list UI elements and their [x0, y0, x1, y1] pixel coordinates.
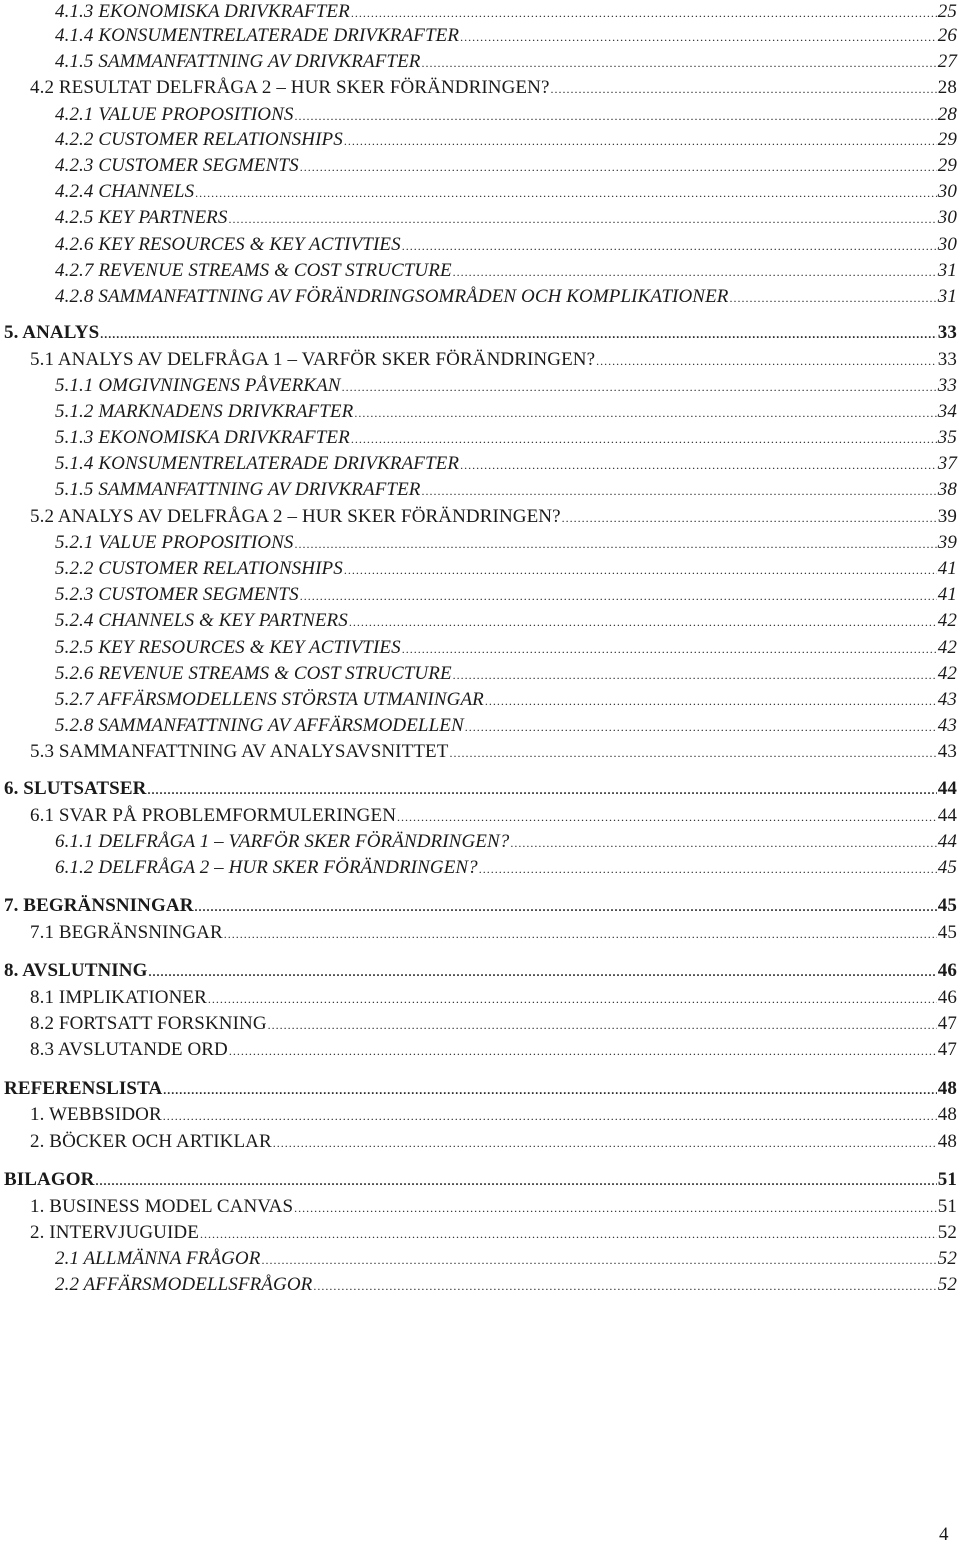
toc-entry-page: 31	[937, 260, 957, 281]
toc-entry[interactable]	[30, 1103, 957, 1127]
toc-entry-label: 5.1.2 MARKNADENS DRIVKRAFTER	[55, 401, 354, 422]
toc-entry[interactable]	[55, 531, 957, 555]
toc-entry-label: 4.1.4 KONSUMENTRELATERADE DRIVKRAFTER	[55, 25, 460, 46]
toc-leader-dots	[100, 322, 937, 346]
toc-entry[interactable]	[55, 285, 957, 309]
toc-leader-dots	[453, 663, 937, 687]
toc-entry[interactable]	[55, 856, 957, 880]
toc-leader-dots	[95, 1169, 936, 1193]
toc-entry-label: 4.2 RESULTAT DELFRÅGA 2 – HUR SKER FÖRÄNDRINGEN?	[30, 77, 550, 98]
toc-leader-dots	[596, 349, 937, 373]
toc-entry[interactable]	[55, 426, 957, 450]
toc-entry-page: 48	[937, 1131, 957, 1152]
toc-entry[interactable]	[55, 583, 957, 607]
toc-entry[interactable]	[4, 1168, 957, 1192]
toc-entry[interactable]	[55, 400, 957, 424]
toc-leader-dots	[562, 506, 937, 530]
toc-entry[interactable]	[55, 688, 957, 712]
toc-leader-dots	[163, 1078, 937, 1102]
toc-leader-dots	[453, 260, 937, 284]
toc-entry-page: 52	[937, 1274, 957, 1295]
toc-leader-dots	[479, 857, 937, 881]
toc-entry[interactable]	[55, 128, 957, 152]
toc-entry-page: 44	[937, 831, 957, 852]
toc-entry-label: 5.2.6 REVENUE STREAMS & COST STRUCTURE	[55, 663, 452, 684]
toc-entry-page: 52	[937, 1248, 957, 1269]
toc-leader-dots	[397, 805, 937, 829]
toc-entry-label: 2. INTERVJUGUIDE	[30, 1222, 199, 1243]
toc-entry-page: 39	[937, 506, 957, 527]
toc-entry-label: 8.1 IMPLIKATIONER	[30, 987, 207, 1008]
toc-entry-label: 8.2 FORTSATT FORSKNING	[30, 1013, 267, 1034]
toc-entry-page: 45	[937, 857, 957, 878]
toc-leader-dots	[208, 987, 937, 1011]
toc-entry-page: 43	[937, 689, 957, 710]
toc-leader-dots	[421, 479, 936, 503]
toc-entry[interactable]	[30, 348, 957, 372]
toc-entry-label: BILAGOR	[4, 1169, 95, 1190]
toc-entry-page: 48	[937, 1104, 957, 1125]
toc-entry-page: 39	[937, 532, 957, 553]
toc-leader-dots	[460, 25, 937, 49]
toc-leader-dots	[485, 689, 937, 713]
toc-entry-page: 42	[937, 663, 957, 684]
toc-entry-label: 5.1.5 SAMMANFATTNING AV DRIVKRAFTER	[55, 479, 421, 500]
toc-leader-dots	[349, 610, 937, 634]
toc-entry-page: 28	[937, 77, 957, 98]
toc-entry-label: REFERENSLISTA	[4, 1078, 163, 1099]
toc-leader-dots	[354, 401, 936, 425]
toc-leader-dots	[551, 77, 937, 101]
toc-entry-label: 4.2.4 CHANNELS	[55, 181, 195, 202]
toc-entry-label: 5.2.3 CUSTOMER SEGMENTS	[55, 584, 299, 605]
toc-entry-page: 30	[937, 234, 957, 255]
toc-entry-label: 4.2.1 VALUE PROPOSITIONS	[55, 104, 294, 125]
toc-entry[interactable]	[55, 374, 957, 398]
toc-entry-label: 1. WEBBSIDOR	[30, 1104, 162, 1125]
toc-entry[interactable]	[30, 76, 957, 100]
toc-leader-dots	[149, 960, 937, 984]
toc-entry-label: 5.1 ANALYS AV DELFRÅGA 1 – VARFÖR SKER FÖRÄNDRINGEN?	[30, 349, 596, 370]
toc-leader-dots	[460, 453, 937, 477]
toc-leader-dots	[273, 1131, 937, 1155]
toc-leader-dots	[402, 637, 937, 661]
toc-entry-label: 6.1.2 DELFRÅGA 2 – HUR SKER FÖRÄNDRINGEN?	[55, 857, 478, 878]
toc-entry[interactable]	[55, 1273, 957, 1297]
toc-leader-dots	[313, 1274, 936, 1298]
toc-entry[interactable]	[4, 321, 957, 345]
toc-entry[interactable]	[30, 740, 957, 764]
toc-entry[interactable]	[55, 830, 957, 854]
toc-entry-label: 4.2.5 KEY PARTNERS	[55, 207, 228, 228]
toc-entry-label: 4.2.8 SAMMANFATTNING AV FÖRÄNDRINGSOMRÅDEN OCH KOMPLIKATIONER	[55, 286, 729, 307]
toc-entry-label: 5.2.2 CUSTOMER RELATIONSHIPS	[55, 558, 343, 579]
toc-entry[interactable]	[55, 1247, 957, 1271]
toc-entry-page: 51	[937, 1169, 957, 1190]
toc-entry[interactable]	[55, 259, 957, 283]
toc-entry-label: 5.2.1 VALUE PROPOSITIONS	[55, 532, 294, 553]
toc-leader-dots	[465, 715, 937, 739]
toc-leader-dots	[300, 584, 937, 608]
toc-entry[interactable]	[55, 103, 957, 127]
toc-entry-page: 30	[937, 207, 957, 228]
toc-entry-page: 43	[937, 715, 957, 736]
toc-leader-dots	[294, 104, 936, 128]
toc-entry[interactable]	[55, 180, 957, 204]
toc-entry-page: 44	[937, 805, 957, 826]
toc-leader-dots	[421, 51, 936, 75]
toc-leader-dots	[261, 1248, 936, 1272]
toc-entry[interactable]	[55, 452, 957, 476]
toc-entry[interactable]	[30, 1012, 957, 1036]
toc-entry-label: 1. BUSINESS MODEL CANVAS	[30, 1196, 294, 1217]
toc-entry-label: 8.3 AVSLUTANDE ORD	[30, 1039, 228, 1060]
toc-entry-label: 5.2 ANALYS AV DELFRÅGA 2 – HUR SKER FÖRÄNDRINGEN?	[30, 506, 561, 527]
toc-entry[interactable]	[30, 1195, 957, 1219]
toc-entry-page: 33	[937, 322, 957, 343]
toc-entry-page: 41	[937, 584, 957, 605]
toc-leader-dots	[351, 1, 937, 25]
toc-entry-page: 38	[937, 479, 957, 500]
toc-entry-page: 35	[937, 427, 957, 448]
toc-entry-page: 48	[937, 1078, 957, 1099]
toc-entry[interactable]	[55, 24, 957, 48]
toc-entry-label: 4.2.6 KEY RESOURCES & KEY ACTIVTIES	[55, 234, 401, 255]
toc-entry-page: 26	[937, 25, 957, 46]
toc-entry[interactable]	[55, 154, 957, 178]
toc-entry-label: 4.2.3 CUSTOMER SEGMENTS	[55, 155, 299, 176]
toc-entry[interactable]	[30, 1221, 957, 1245]
toc-entry[interactable]	[55, 636, 957, 660]
toc-entry[interactable]	[55, 662, 957, 686]
toc-entry-page: 29	[937, 155, 957, 176]
toc-entry-label: 6. SLUTSATSER	[4, 778, 147, 799]
toc-entry-label: 5.1.1 OMGIVNINGENS PÅVERKAN	[55, 375, 341, 396]
toc-entry[interactable]	[30, 804, 957, 828]
toc-entry-label: 5.2.8 SAMMANFATTNING AV AFFÄRSMODELLEN	[55, 715, 464, 736]
toc-leader-dots	[163, 1104, 937, 1128]
toc-leader-dots	[228, 207, 936, 231]
toc-entry[interactable]	[30, 921, 957, 945]
toc-entry-label: 5.2.5 KEY RESOURCES & KEY ACTIVTIES	[55, 637, 401, 658]
toc-entry-page: 42	[937, 610, 957, 631]
toc-entry-page: 43	[937, 741, 957, 762]
toc-entry-label: 4.2.7 REVENUE STREAMS & COST STRUCTURE	[55, 260, 452, 281]
toc-entry-page: 46	[937, 960, 957, 981]
toc-entry-label: 2. BÖCKER OCH ARTIKLAR	[30, 1131, 272, 1152]
toc-entry-label: 4.1.3 EKONOMISKA DRIVKRAFTER	[55, 1, 350, 22]
toc-entry-label: 4.1.5 SAMMANFATTNING AV DRIVKRAFTER	[55, 51, 421, 72]
toc-leader-dots	[344, 558, 937, 582]
toc-entry-page: 46	[937, 987, 957, 1008]
toc-entry[interactable]	[55, 0, 957, 24]
toc-entry-page: 42	[937, 637, 957, 658]
page-number: 4	[939, 1524, 949, 1545]
toc-entry[interactable]	[55, 557, 957, 581]
toc-entry-page: 34	[937, 401, 957, 422]
toc-entry[interactable]	[55, 233, 957, 257]
toc-entry-label: 7. BEGRÄNSNINGAR	[4, 895, 194, 916]
toc-entry-page: 45	[937, 895, 957, 916]
toc-leader-dots	[294, 532, 936, 556]
toc-entry-page: 47	[937, 1013, 957, 1034]
toc-leader-dots	[510, 831, 936, 855]
toc-entry-page: 29	[937, 129, 957, 150]
toc-entry[interactable]	[55, 714, 957, 738]
toc-leader-dots	[229, 1039, 937, 1063]
toc-entry[interactable]	[4, 777, 957, 801]
toc-entry[interactable]	[55, 50, 957, 74]
toc-entry-page: 30	[937, 181, 957, 202]
toc-entry[interactable]	[30, 986, 957, 1010]
toc-leader-dots	[224, 922, 937, 946]
toc-entry-page: 52	[937, 1222, 957, 1243]
toc-leader-dots	[294, 1196, 937, 1220]
toc-entry-page: 33	[937, 375, 957, 396]
toc-leader-dots	[351, 427, 937, 451]
toc-entry-label: 5.2.4 CHANNELS & KEY PARTNERS	[55, 610, 348, 631]
toc-entry-page: 25	[937, 1, 957, 22]
toc-entry-label: 2.2 AFFÄRSMODELLSFRÅGOR	[55, 1274, 313, 1295]
toc-entry-label: 4.2.2 CUSTOMER RELATIONSHIPS	[55, 129, 343, 150]
toc-entry-page: 45	[937, 922, 957, 943]
toc-entry-label: 6.1 SVAR PÅ PROBLEMFORMULERINGEN	[30, 805, 397, 826]
toc-entry-page: 33	[937, 349, 957, 370]
toc-entry-label: 5.1.3 EKONOMISKA DRIVKRAFTER	[55, 427, 350, 448]
toc-entry-label: 8. AVSLUTNING	[4, 960, 148, 981]
toc-leader-dots	[344, 129, 937, 153]
toc-entry[interactable]	[30, 505, 957, 529]
toc-entry[interactable]	[55, 478, 957, 502]
toc-entry-page: 44	[937, 778, 957, 799]
toc-entry-page: 47	[937, 1039, 957, 1060]
toc-entry-label: 5. ANALYS	[4, 322, 100, 343]
toc-entry-label: 2.1 ALLMÄNNA FRÅGOR	[55, 1248, 261, 1269]
toc-entry-label: 5.2.7 AFFÄRSMODELLENS STÖRSTA UTMANINGAR	[55, 689, 484, 710]
toc-leader-dots	[729, 286, 936, 310]
toc-entry[interactable]	[4, 1077, 957, 1101]
toc-entry[interactable]	[4, 959, 957, 983]
toc-leader-dots	[402, 234, 937, 258]
toc-leader-dots	[195, 181, 937, 205]
toc-entry[interactable]	[30, 1038, 957, 1062]
toc-leader-dots	[147, 778, 936, 802]
toc-entry-page: 31	[937, 286, 957, 307]
toc-entry-page: 27	[937, 51, 957, 72]
toc-entry-label: 6.1.1 DELFRÅGA 1 – VARFÖR SKER FÖRÄNDRINGEN?	[55, 831, 510, 852]
toc-entry[interactable]	[55, 206, 957, 230]
toc-leader-dots	[342, 375, 937, 399]
toc-entry[interactable]	[30, 1130, 957, 1154]
toc-leader-dots	[449, 741, 936, 765]
toc-leader-dots	[200, 1222, 937, 1246]
toc-entry-page: 37	[937, 453, 957, 474]
toc-leader-dots	[300, 155, 937, 179]
toc-entry[interactable]	[55, 609, 957, 633]
toc-entry-page: 28	[937, 104, 957, 125]
toc-entry-label: 5.1.4 KONSUMENTRELATERADE DRIVKRAFTER	[55, 453, 460, 474]
toc-entry[interactable]	[4, 894, 957, 918]
toc-leader-dots	[195, 895, 937, 919]
toc-entry-label: 5.3 SAMMANFATTNING AV ANALYSAVSNITTET	[30, 741, 449, 762]
toc-leader-dots	[268, 1013, 937, 1037]
toc-entry-label: 7.1 BEGRÄNSNINGAR	[30, 922, 223, 943]
toc-entry-page: 51	[937, 1196, 957, 1217]
toc-entry-page: 41	[937, 558, 957, 579]
